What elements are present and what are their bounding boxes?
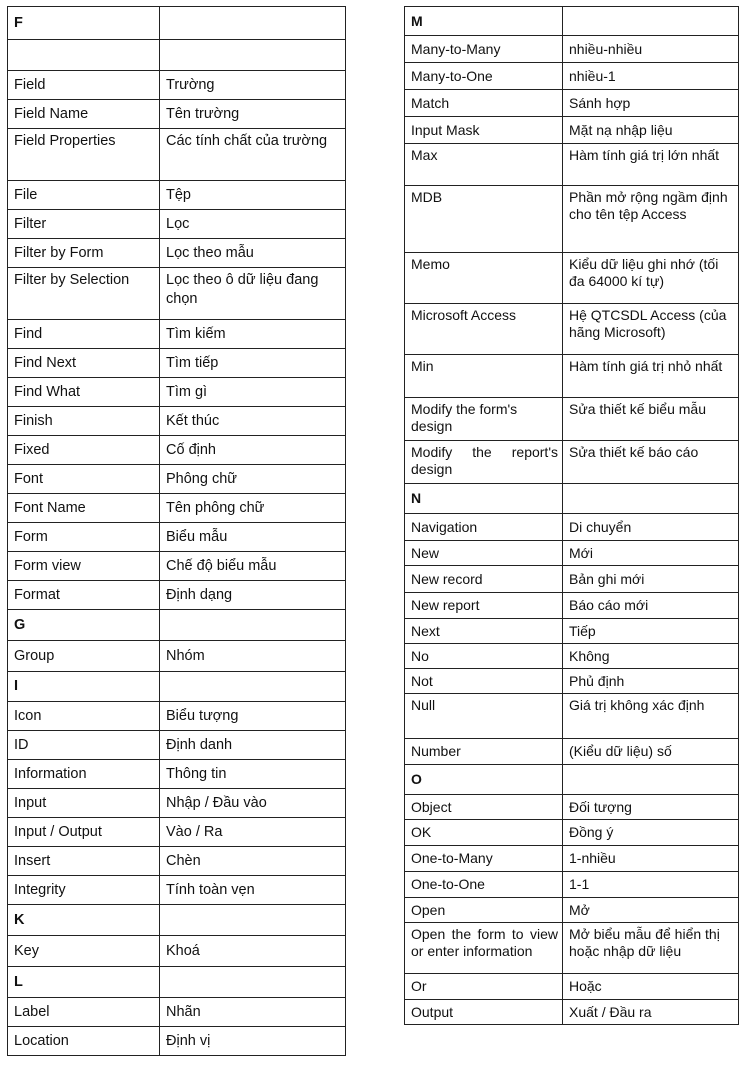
glossary-row [405, 593, 739, 619]
meaning-cell: Kiểu dữ liệu ghi nhớ (tối đa 64000 kí tự) [563, 253, 739, 304]
meaning-cell [160, 610, 346, 641]
glossary-row [8, 239, 346, 268]
glossary-row [405, 63, 739, 90]
term-cell: Information [8, 760, 160, 789]
glossary-row [8, 581, 346, 610]
term-cell: Key [8, 936, 160, 967]
glossary-row [8, 552, 346, 581]
term-cell: Location [8, 1027, 160, 1056]
glossary-body-left [8, 7, 346, 1056]
term-cell: Label [8, 998, 160, 1027]
glossary-table-right [404, 6, 739, 1025]
glossary-row [405, 694, 739, 739]
meaning-cell [160, 7, 346, 40]
glossary-row [8, 407, 346, 436]
term-cell: File [8, 181, 160, 210]
term-cell: Find What [8, 378, 160, 407]
glossary-row [8, 378, 346, 407]
term-cell: Field Name [8, 100, 160, 129]
glossary-row [405, 186, 739, 253]
section-row [8, 967, 346, 998]
term-cell: Memo [405, 253, 563, 304]
term-cell: Field [8, 71, 160, 100]
term-cell: Format [8, 581, 160, 610]
glossary-row [405, 923, 739, 974]
glossary-row [8, 702, 346, 731]
glossary-row [405, 398, 739, 441]
section-letter: F [8, 7, 160, 40]
meaning-cell: 1-1 [563, 872, 739, 898]
glossary-row [8, 181, 346, 210]
meaning-cell: Định dạng [160, 581, 346, 610]
glossary-row [405, 144, 739, 186]
section-letter: G [8, 610, 160, 641]
meaning-cell: Tìm gì [160, 378, 346, 407]
term-cell: Many-to-One [405, 63, 563, 90]
meaning-cell: Phủ định [563, 669, 739, 694]
section-letter: M [405, 7, 563, 36]
meaning-cell: Hoặc [563, 974, 739, 1000]
glossary-row [8, 210, 346, 239]
meaning-cell: Tính toàn vẹn [160, 876, 346, 905]
glossary-row [405, 795, 739, 820]
section-letter: O [405, 765, 563, 795]
glossary-row [405, 541, 739, 566]
term-cell: Filter [8, 210, 160, 239]
term-cell: Match [405, 90, 563, 117]
section-row [8, 7, 346, 40]
meaning-cell: Sánh hợp [563, 90, 739, 117]
glossary-row [405, 669, 739, 694]
meaning-cell: Mở [563, 898, 739, 923]
term-cell: Modify the form's design [405, 398, 563, 441]
meaning-cell: Chèn [160, 847, 346, 876]
glossary-row [405, 619, 739, 644]
term-cell: Or [405, 974, 563, 1000]
glossary-row [405, 355, 739, 398]
term-cell: New report [405, 593, 563, 619]
meaning-cell: nhiều-nhiều [563, 36, 739, 63]
meaning-cell: Lọc theo ô dữ liệu đang chọn [160, 268, 346, 320]
term-cell: Next [405, 619, 563, 644]
glossary-row [8, 268, 346, 320]
term-cell: ID [8, 731, 160, 760]
meaning-cell: Kết thúc [160, 407, 346, 436]
glossary-row [8, 998, 346, 1027]
meaning-cell [160, 672, 346, 702]
glossary-row [8, 523, 346, 552]
meaning-cell [160, 40, 346, 71]
term-cell: Modify the report's design [405, 441, 563, 484]
section-row [8, 610, 346, 641]
meaning-cell: Chế độ biểu mẫu [160, 552, 346, 581]
term-cell: Microsoft Access [405, 304, 563, 355]
section-row [8, 672, 346, 702]
glossary-row [405, 514, 739, 541]
term-cell: Fixed [8, 436, 160, 465]
meaning-cell: Biểu mẫu [160, 523, 346, 552]
meaning-cell [160, 905, 346, 936]
term-cell: Not [405, 669, 563, 694]
meaning-cell: Giá trị không xác định [563, 694, 739, 739]
meaning-cell: Lọc [160, 210, 346, 239]
meaning-cell: Phần mở rộng ngầm định cho tên tệp Access [563, 186, 739, 253]
meaning-cell: (Kiểu dữ liệu) số [563, 739, 739, 765]
glossary-row [8, 641, 346, 672]
term-cell: Font [8, 465, 160, 494]
meaning-cell: Tìm kiếm [160, 320, 346, 349]
glossary-row [405, 820, 739, 846]
term-cell: Input / Output [8, 818, 160, 847]
glossary-row [8, 876, 346, 905]
meaning-cell: Biểu tượng [160, 702, 346, 731]
term-cell: Finish [8, 407, 160, 436]
meaning-cell: Nhóm [160, 641, 346, 672]
term-cell: Icon [8, 702, 160, 731]
glossary-body-right [405, 7, 739, 1025]
glossary-row [8, 100, 346, 129]
glossary-row [8, 71, 346, 100]
meaning-cell: Tên phông chữ [160, 494, 346, 523]
term-cell: Integrity [8, 876, 160, 905]
term-cell: New record [405, 566, 563, 593]
glossary-row [8, 731, 346, 760]
glossary-row [8, 349, 346, 378]
section-row [405, 484, 739, 514]
glossary-row [405, 1000, 739, 1025]
term-cell: Min [405, 355, 563, 398]
section-row [8, 40, 346, 71]
glossary-row [405, 36, 739, 63]
term-cell: Insert [8, 847, 160, 876]
term-cell: Number [405, 739, 563, 765]
meaning-cell: Cố định [160, 436, 346, 465]
glossary-row [8, 320, 346, 349]
glossary-row [405, 441, 739, 484]
glossary-row [8, 1027, 346, 1056]
glossary-row [405, 739, 739, 765]
meaning-cell: Định vị [160, 1027, 346, 1056]
meaning-cell: Lọc theo mẫu [160, 239, 346, 268]
glossary-row [405, 90, 739, 117]
term-cell: No [405, 644, 563, 669]
glossary-row [405, 898, 739, 923]
term-cell: New [405, 541, 563, 566]
meaning-cell [563, 7, 739, 36]
meaning-cell [563, 484, 739, 514]
term-cell: Max [405, 144, 563, 186]
section-row [405, 765, 739, 795]
meaning-cell: Khoá [160, 936, 346, 967]
meaning-cell: Trường [160, 71, 346, 100]
meaning-cell: Đồng ý [563, 820, 739, 846]
section-letter [8, 40, 160, 71]
glossary-row [8, 436, 346, 465]
meaning-cell: Sửa thiết kế biểu mẫu [563, 398, 739, 441]
term-cell: Output [405, 1000, 563, 1025]
meaning-cell: Xuất / Đầu ra [563, 1000, 739, 1025]
meaning-cell: Phông chữ [160, 465, 346, 494]
meaning-cell: Mở biểu mẫu để hiển thị hoặc nhập dữ liệu [563, 923, 739, 974]
meaning-cell [563, 765, 739, 795]
glossary-row [8, 818, 346, 847]
meaning-cell: Hàm tính giá trị lớn nhất [563, 144, 739, 186]
glossary-row [405, 846, 739, 872]
term-cell: Filter by Selection [8, 268, 160, 320]
glossary-row [8, 936, 346, 967]
term-cell: Input Mask [405, 117, 563, 144]
meaning-cell: Vào / Ra [160, 818, 346, 847]
term-cell: Object [405, 795, 563, 820]
term-cell: Navigation [405, 514, 563, 541]
section-letter: I [8, 672, 160, 702]
meaning-cell: Thông tin [160, 760, 346, 789]
glossary-row [8, 129, 346, 181]
meaning-cell: Không [563, 644, 739, 669]
glossary-row [405, 253, 739, 304]
glossary-row [405, 304, 739, 355]
meaning-cell: Tiếp [563, 619, 739, 644]
glossary-row [405, 117, 739, 144]
section-row [8, 905, 346, 936]
glossary-table-left [7, 6, 346, 1056]
glossary-row [405, 872, 739, 898]
glossary-row [405, 644, 739, 669]
term-cell: Open [405, 898, 563, 923]
term-cell: One-to-Many [405, 846, 563, 872]
term-cell: One-to-One [405, 872, 563, 898]
meaning-cell: Bản ghi mới [563, 566, 739, 593]
term-cell: MDB [405, 186, 563, 253]
meaning-cell: Nhập / Đầu vào [160, 789, 346, 818]
meaning-cell: 1-nhiều [563, 846, 739, 872]
section-letter: K [8, 905, 160, 936]
meaning-cell: Mới [563, 541, 739, 566]
term-cell: Field Properties [8, 129, 160, 181]
meaning-cell: Di chuyển [563, 514, 739, 541]
term-cell: Input [8, 789, 160, 818]
glossary-row [405, 566, 739, 593]
term-cell: Open the form to view or enter information [405, 923, 563, 974]
meaning-cell: Tệp [160, 181, 346, 210]
meaning-cell: Báo cáo mới [563, 593, 739, 619]
section-letter: L [8, 967, 160, 998]
term-cell: Null [405, 694, 563, 739]
glossary-row [8, 847, 346, 876]
meaning-cell: Hàm tính giá trị nhỏ nhất [563, 355, 739, 398]
meaning-cell: Các tính chất của trường [160, 129, 346, 181]
term-cell: Many-to-Many [405, 36, 563, 63]
term-cell: Font Name [8, 494, 160, 523]
section-row [405, 7, 739, 36]
glossary-row [8, 494, 346, 523]
term-cell: Form [8, 523, 160, 552]
meaning-cell: Nhãn [160, 998, 346, 1027]
meaning-cell [160, 967, 346, 998]
meaning-cell: Định danh [160, 731, 346, 760]
glossary-row [8, 465, 346, 494]
section-letter: N [405, 484, 563, 514]
meaning-cell: Mặt nạ nhập liệu [563, 117, 739, 144]
term-cell: Group [8, 641, 160, 672]
term-cell: Filter by Form [8, 239, 160, 268]
meaning-cell: Tìm tiếp [160, 349, 346, 378]
term-cell: Find Next [8, 349, 160, 378]
meaning-cell: Tên trường [160, 100, 346, 129]
term-cell: Form view [8, 552, 160, 581]
meaning-cell: Sửa thiết kế báo cáo [563, 441, 739, 484]
term-cell: OK [405, 820, 563, 846]
glossary-row [8, 789, 346, 818]
meaning-cell: Hệ QTCSDL Access (của hãng Microsoft) [563, 304, 739, 355]
meaning-cell: nhiều-1 [563, 63, 739, 90]
term-cell: Find [8, 320, 160, 349]
meaning-cell: Đối tượng [563, 795, 739, 820]
glossary-row [405, 974, 739, 1000]
glossary-row [8, 760, 346, 789]
